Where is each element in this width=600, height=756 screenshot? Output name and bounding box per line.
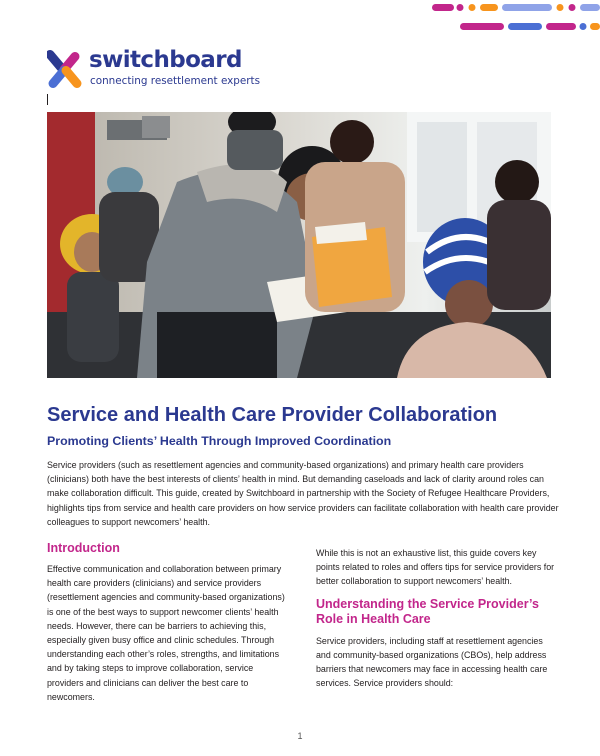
brand-tagline: connecting resettlement experts: [90, 75, 261, 87]
right-column: [316, 546, 556, 690]
page-title: Service and Health Care Provider Collaboration: [47, 404, 498, 426]
decorative-pill-bar: [0, 0, 600, 40]
page-number: 1: [297, 731, 303, 741]
intro-paragraph: Service providers (such as resettlement agencies and community-based organizations) and primary health care providers (clinicians) both have the best interests of clients’ health in mind. But demanding caseloads and lack of clarity around roles can make collaboration difficult. This guide, created by Switchboard in partnership with the Society of Refugee Healthcare Providers, highlights tips from service and health care providers on how service providers can facilitate collaboration with health care provider colleagues to support newcomers’ health.: [47, 460, 559, 527]
continuation-paragraph: While this is not an exhaustive list, this guide covers key points related to roles and offers tips for service providers for better collaboration to support newcomers’ health.: [316, 548, 555, 587]
introduction-paragraph: Effective communication and collaboration between primary health care providers (clinicians) and service providers (resettlement agencies and community-based organizations) is one of the best ways to support newcomer clients’ health needs. However, there can be barriers to achieving this, especially given busy office and clinic schedules. Through understanding each other’s roles, strengths, and limitations and by taking steps to improve collaboration, service providers and clinicians can deliver the best care to newcomers.: [47, 564, 285, 702]
roles-paragraph: Service providers, including staff at resettlement agencies and community-based organizations (CBOs), help address barriers that newcomers may face in accessing health care services. Service providers should:: [316, 635, 548, 689]
photo-illustration-icon: [47, 112, 551, 378]
switchboard-logo: [47, 46, 277, 92]
text-cursor: [47, 94, 48, 105]
page-subtitle: Promoting Clients’ Health Through Improved Coordination: [47, 434, 392, 448]
left-column: [47, 541, 287, 704]
roles-heading: Understanding the Service Provider’s Role in Health Care: [316, 596, 539, 626]
brand-name: switchboard: [89, 47, 242, 73]
switchboard-logo-mark-icon: [47, 46, 83, 92]
photo-resettlement-staff-with-families: [47, 112, 551, 378]
introduction-heading: Introduction: [47, 541, 120, 555]
